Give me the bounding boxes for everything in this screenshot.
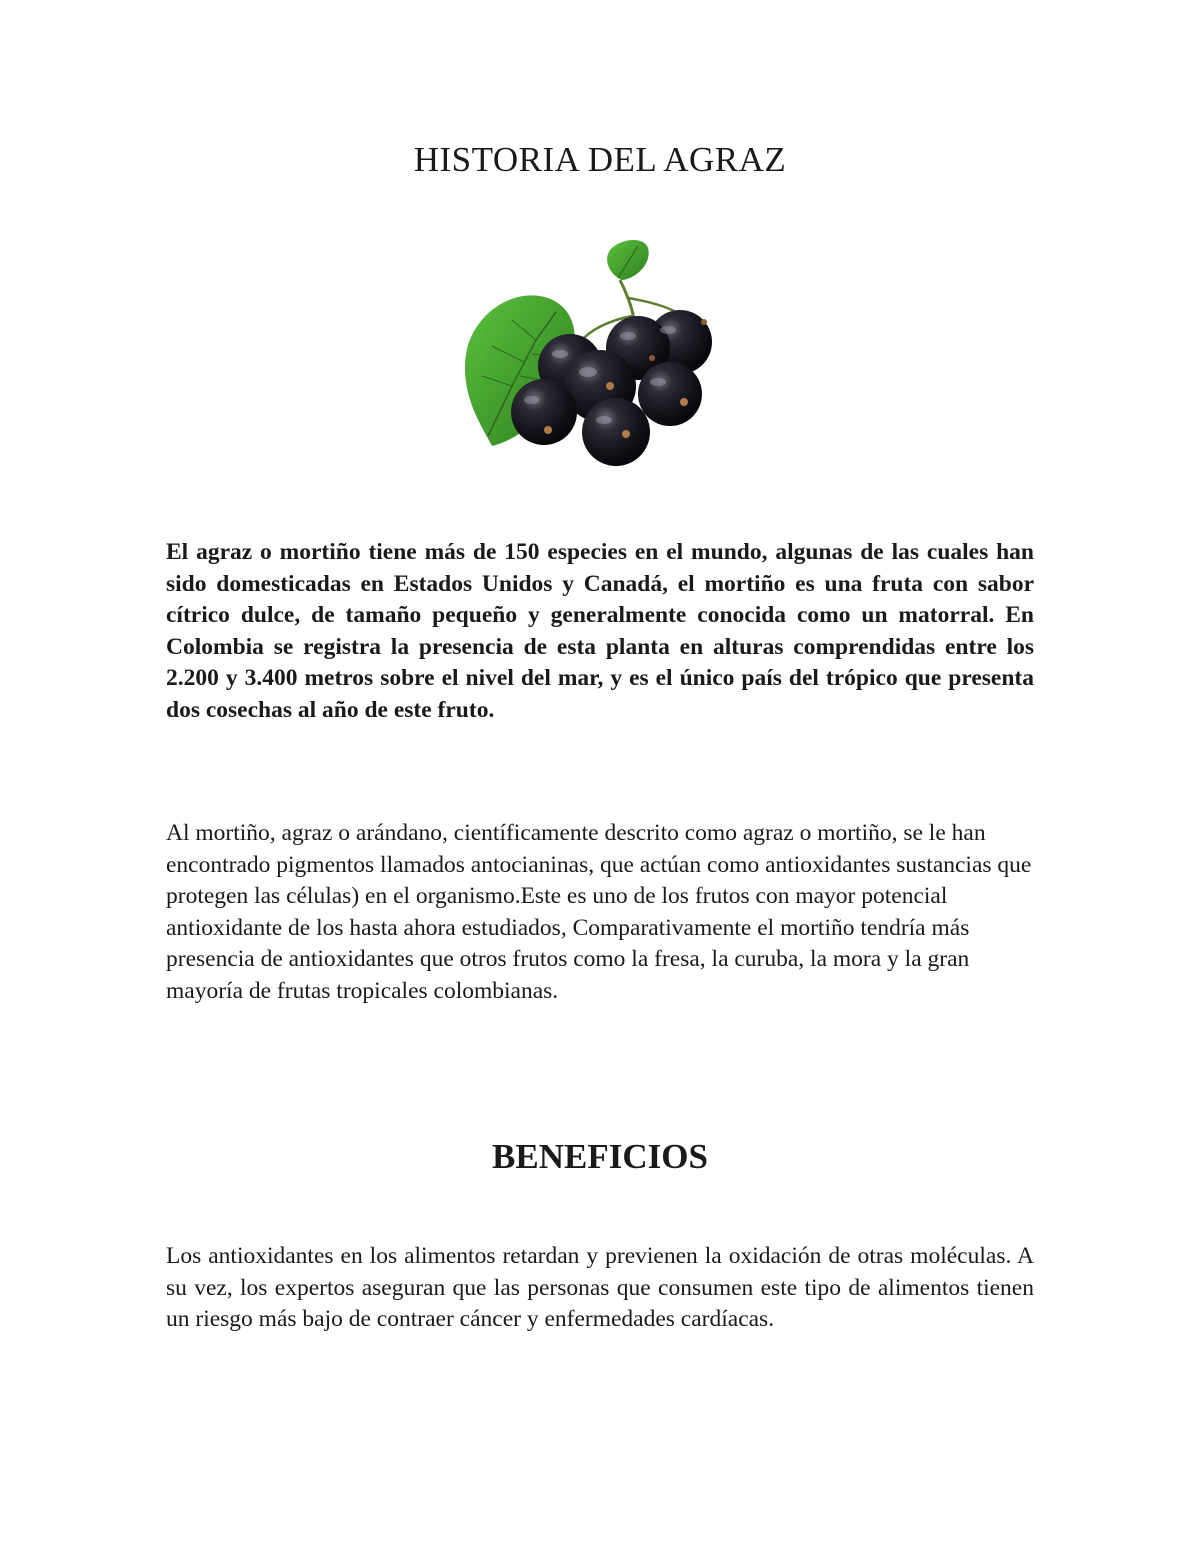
berry (582, 398, 650, 466)
berry (511, 379, 577, 445)
section-heading-beneficios: BENEFICIOS (492, 1137, 708, 1176)
leaf-small (607, 240, 649, 280)
blackcurrant-illustration (452, 236, 748, 480)
antioxidant-paragraph: Al mortiño, agraz o arándano, científicamente descrito como agraz o mortiño, se le han encontrado pigmentos llamados antocianinas, que actúan como antioxidantes sustancias que protegen las células) en el organismo.Este es uno de los frutos con mayor potencial antioxidante de los hasta ahora estudiados, Comparativamente el mortiño tendría más presencia de antioxidantes que otros frutos como la fresa, la curuba, la mora y la gran mayoría de frutas tropicales colombianas. (166, 820, 1032, 1004)
berry (638, 362, 702, 426)
intro-paragraph: El agraz o mortiño tiene más de 150 especies en el mundo, algunas de las cuales han sido domesticadas en Estados Unidos y Canadá, el mortiño es una fruta con sabor cítrico dulce, de tamaño pequeño y generalmente conocida como un matorral. En Colombia se registra la presencia de esta planta en alturas comprendidas entre los 2.200 y 3.400 metros sobre el nivel del mar, y es el único país del trópico que presenta dos cosechas al año de este fruto. (166, 539, 1034, 723)
benefits-paragraph: Los antioxidantes en los alimentos retardan y previenen la oxidación de otras moléculas. A su vez, los expertos aseguran que las personas que consumen este tipo de alimentos tienen un riesgo más bajo de contraer cáncer y enfermedades cardíacas. (166, 1243, 1034, 1333)
page-title: HISTORIA DEL AGRAZ (413, 140, 787, 179)
